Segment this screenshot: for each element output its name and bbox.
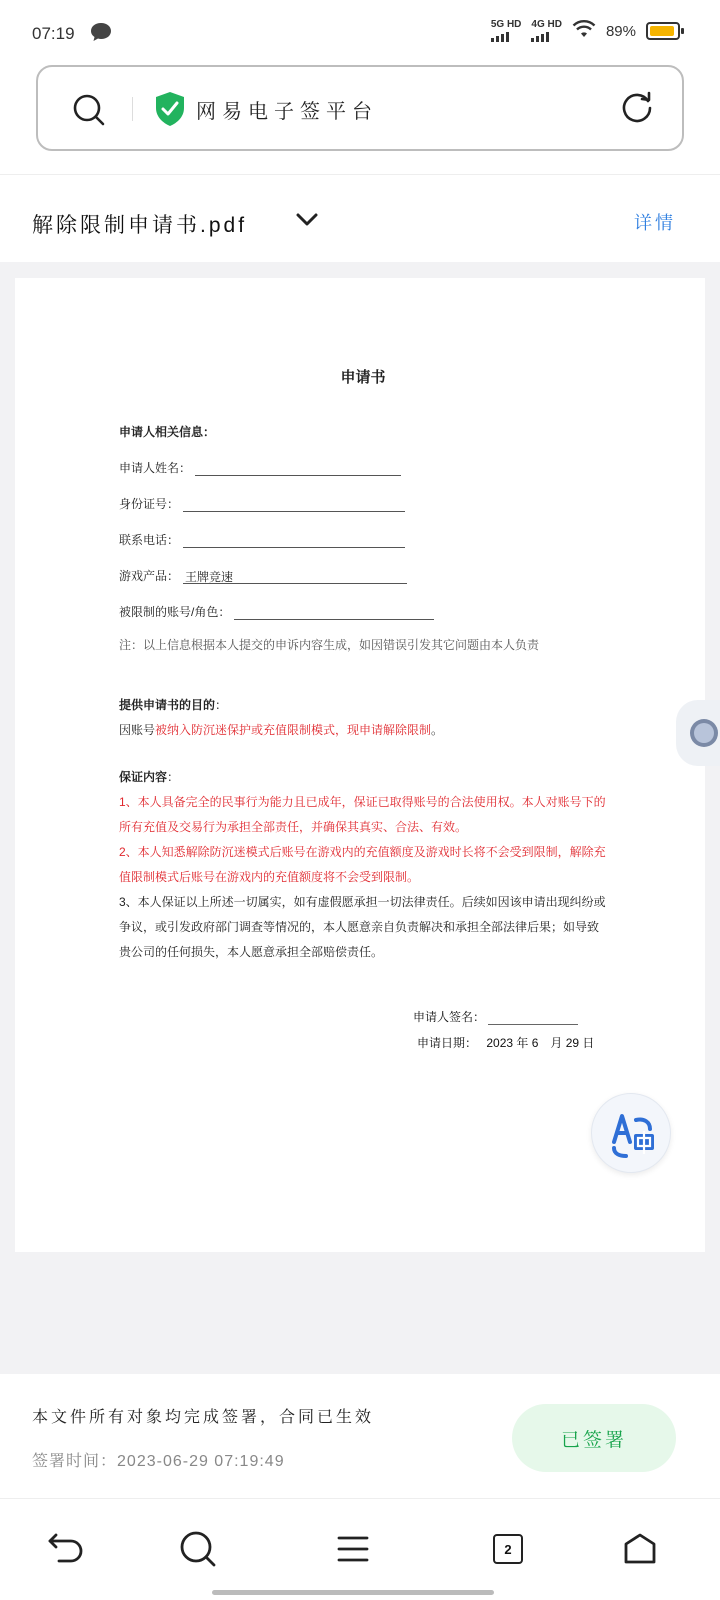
purpose-prefix: 因账号 <box>119 723 156 737</box>
document-header <box>0 174 720 262</box>
search-nav-button[interactable] <box>178 1529 218 1569</box>
translate-button[interactable] <box>591 1093 671 1173</box>
search-icon[interactable] <box>72 93 106 132</box>
date-value: 2023 年 6 月 29 日 <box>486 1036 595 1050</box>
battery-icon <box>646 22 680 40</box>
signature-label: 申请人签名： <box>413 1010 486 1024</box>
signal-bars-icon <box>491 32 509 42</box>
signature-mark <box>488 1024 578 1025</box>
guarantee-item-3: 3、本人保证以上所述一切属实，如有虚假愿承担一切法律责任。后续如因该申请出现纠纷或争议，或引发政府部门调查等情况的，本人愿意亲自负责解决和承担全部法律后果；如导致贵公司的任何损失，本人愿意承担全部赔偿责任。 <box>119 895 606 959</box>
tabs-button[interactable] <box>488 1529 528 1569</box>
sign-time-value: 2023-06-29 07:19:49 <box>117 1453 285 1470</box>
guarantee-heading-line <box>119 765 607 790</box>
sign-time <box>32 1448 285 1471</box>
field-value <box>183 532 405 548</box>
guarantee-item-2: 2、本人知悉解除防沉迷模式后账号在游戏内的充值额度及游戏时长将不会受到限制，解除充值限制模式后账号在游戏内的充值额度将不会受到限制。 <box>119 845 606 884</box>
info-note: 注：以上信息根据本人提交的申诉内容生成，如因错误引发其它问题由本人负责 <box>119 638 540 652</box>
guarantee-heading-colon: ： <box>167 770 180 784</box>
sign-time-label: 签署时间： <box>32 1453 118 1470</box>
back-arrow-icon <box>47 1532 85 1566</box>
net2-label: 4G HD <box>531 19 562 30</box>
application-date-line <box>417 1034 594 1051</box>
field-value: 王牌竞速 <box>183 568 407 584</box>
status-time: 07:19 <box>32 24 75 43</box>
translate-icon <box>592 1094 672 1174</box>
field-value <box>195 460 401 476</box>
net1-label: 5G HD <box>490 19 522 30</box>
back-button[interactable] <box>46 1529 86 1569</box>
battery-percent: 89% <box>605 22 636 40</box>
purpose-text <box>119 718 607 743</box>
tab-count: 2 <box>493 1534 523 1564</box>
address-bar[interactable] <box>36 65 684 151</box>
message-notification-icon <box>90 22 112 47</box>
document-body <box>119 366 607 965</box>
field-label: 被限制的账号/角色： <box>119 605 231 619</box>
document-file-name[interactable]: 解除限制申请书.pdf <box>32 214 248 237</box>
field-restricted-account <box>119 600 607 620</box>
signal-4g-indicator <box>531 20 562 42</box>
reload-icon[interactable] <box>620 91 654 130</box>
field-id-number <box>119 492 607 512</box>
browser-toolbar <box>0 64 720 174</box>
address-divider <box>132 97 133 121</box>
search-icon <box>179 1530 217 1568</box>
browser-nav-bar <box>0 1498 720 1600</box>
home-icon <box>622 1532 658 1566</box>
purpose-heading-line <box>119 693 607 718</box>
status-bar <box>0 0 720 64</box>
details-link[interactable]: 详情 <box>634 213 676 233</box>
signal-bars-icon <box>531 32 549 42</box>
site-title: 网易电子签平台 <box>196 101 378 123</box>
purpose-suffix: 。 <box>431 723 444 737</box>
signed-status-button[interactable]: 已签署 <box>512 1404 676 1472</box>
signing-complete-text: 本文件所有对象均完成签署，合同已生效 <box>32 1409 375 1426</box>
field-label: 申请人姓名： <box>119 461 192 475</box>
status-indicators <box>491 20 680 42</box>
field-label: 游戏产品： <box>119 569 180 583</box>
field-value <box>234 604 434 620</box>
menu-icon <box>336 1534 370 1564</box>
field-game-product <box>119 564 607 584</box>
signal-5g-indicator <box>491 20 522 42</box>
menu-button[interactable] <box>333 1529 373 1569</box>
home-indicator <box>212 1590 494 1595</box>
purpose-heading: 提供申请书的目的 <box>119 698 216 712</box>
signature-line <box>413 1008 578 1025</box>
date-label: 申请日期： <box>417 1036 478 1050</box>
guarantee-heading: 保证内容 <box>119 770 168 784</box>
guarantee-item-1: 1、本人具备完全的民事行为能力且已成年，保证已取得账号的合法使用权。本人对账号下的所有充值及交易行为承担全部责任，并确保其真实、合法、有效。 <box>119 795 606 834</box>
field-value <box>183 496 405 512</box>
home-button[interactable] <box>620 1529 660 1569</box>
verified-shield-icon <box>154 91 186 132</box>
wifi-icon <box>572 20 596 42</box>
field-label: 联系电话： <box>119 533 180 547</box>
chevron-down-icon[interactable] <box>296 213 318 232</box>
field-phone <box>119 528 607 548</box>
signing-status-panel <box>0 1374 720 1498</box>
purpose-red-text: 被纳入防沉迷保护或充值限制模式，现申请解除限制 <box>155 723 432 737</box>
purpose-heading-colon: ： <box>215 698 228 712</box>
floating-assistant-tab[interactable] <box>676 700 720 766</box>
document-title: 申请书 <box>340 369 386 386</box>
field-label: 身份证号： <box>119 497 180 511</box>
applicant-info-heading: 申请人相关信息： <box>119 425 216 439</box>
field-applicant-name <box>119 456 607 476</box>
